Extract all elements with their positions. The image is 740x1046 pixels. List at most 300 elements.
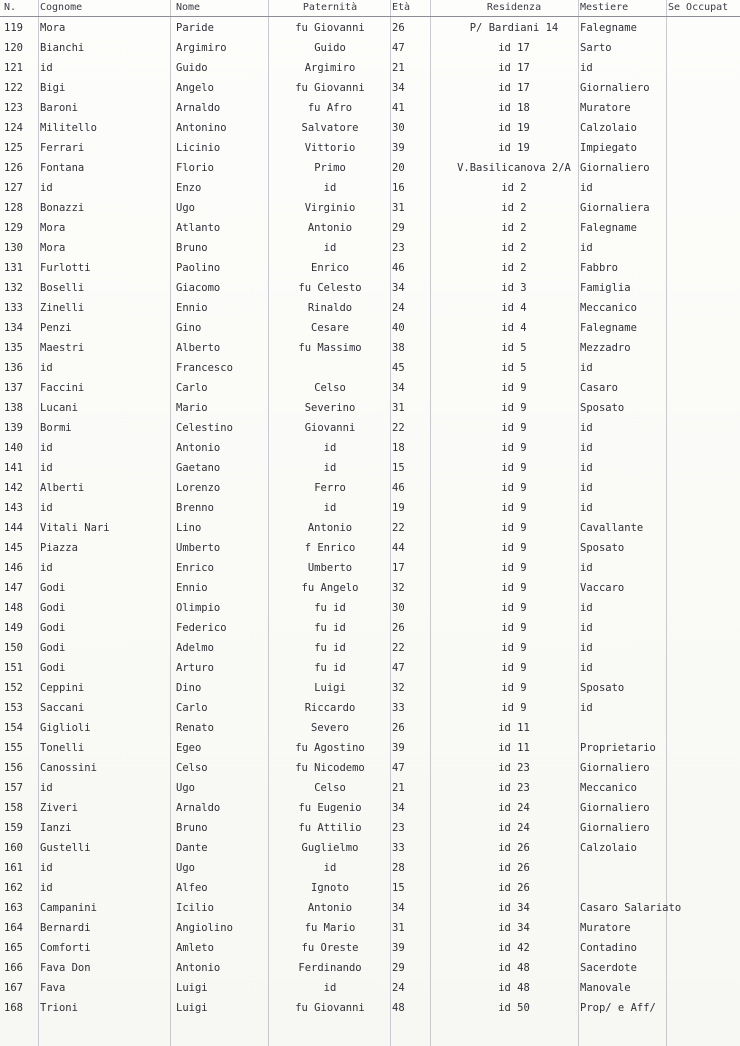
entry-occupation: Mezzadro <box>580 342 631 354</box>
table-row <box>0 238 740 258</box>
table-row <box>0 878 740 898</box>
entry-occupation: Calzolaio <box>580 842 637 854</box>
entry-number: 160 <box>4 842 23 854</box>
table-row <box>0 478 740 498</box>
entry-paternity: fu Eugenio <box>298 802 362 814</box>
entry-first-name: Federico <box>176 622 227 634</box>
entry-residence: id 5 <box>501 342 527 354</box>
entry-number: 138 <box>4 402 23 414</box>
entry-age: 21 <box>392 62 405 74</box>
table-row <box>0 38 740 58</box>
entry-occupation: id <box>580 482 593 494</box>
entry-surname: Maestri <box>40 342 85 354</box>
entry-number: 167 <box>4 982 23 994</box>
entry-surname: id <box>40 782 53 794</box>
entry-age: 47 <box>392 662 405 674</box>
entry-occupation: Falegname <box>580 22 637 34</box>
entry-surname: Militello <box>40 122 97 134</box>
entry-number: 148 <box>4 602 23 614</box>
entry-paternity: fu Giovanni <box>295 1002 365 1014</box>
entry-occupation: id <box>580 702 593 714</box>
entry-occupation: Proprietario <box>580 742 656 754</box>
entry-residence: id 23 <box>498 762 530 774</box>
entry-age: 34 <box>392 902 405 914</box>
entry-occupation: Muratore <box>580 102 631 114</box>
entry-number: 150 <box>4 642 23 654</box>
entry-residence: id 26 <box>498 862 530 874</box>
entry-surname: Furlotti <box>40 262 91 274</box>
table-row <box>0 658 740 678</box>
header-n: N. <box>4 2 17 13</box>
entry-paternity: Argimiro <box>304 62 356 74</box>
entry-paternity: Enrico <box>311 262 349 274</box>
entry-residence: id 9 <box>501 662 527 674</box>
entry-age: 22 <box>392 642 405 654</box>
entry-number: 165 <box>4 942 23 954</box>
table-row <box>0 98 740 118</box>
entry-first-name: Ennio <box>176 582 208 594</box>
entry-residence: id 2 <box>501 222 527 234</box>
entry-first-name: Atlanto <box>176 222 221 234</box>
entry-surname: Piazza <box>40 542 78 554</box>
entry-surname: Bianchi <box>40 42 85 54</box>
entry-surname: Zinelli <box>40 302 85 314</box>
entry-occupation: id <box>580 242 593 254</box>
entry-paternity: Ferdinando <box>298 962 362 974</box>
entry-first-name: Arnaldo <box>176 802 221 814</box>
entry-first-name: Bruno <box>176 822 208 834</box>
entry-paternity: Ignoto <box>311 882 349 894</box>
entry-surname: Giglioli <box>40 722 91 734</box>
entry-number: 126 <box>4 162 23 174</box>
entry-occupation: Falegname <box>580 222 637 234</box>
table-row <box>0 938 740 958</box>
table-row <box>0 598 740 618</box>
entry-paternity: Luigi <box>314 682 346 694</box>
entry-paternity: Giovanni <box>304 422 356 434</box>
table-row <box>0 998 740 1018</box>
entry-first-name: Angelo <box>176 82 214 94</box>
entry-first-name: Luigi <box>176 1002 208 1014</box>
entry-paternity: Guglielmo <box>301 842 359 854</box>
entry-age: 34 <box>392 282 405 294</box>
entry-residence: id 23 <box>498 782 530 794</box>
entry-paternity: fu Mario <box>304 922 356 934</box>
entry-first-name: Carlo <box>176 702 208 714</box>
entry-residence: id 19 <box>498 142 530 154</box>
entry-number: 166 <box>4 962 23 974</box>
table-header <box>0 0 740 16</box>
entry-age: 33 <box>392 842 405 854</box>
table-row <box>0 798 740 818</box>
entry-age: 46 <box>392 482 405 494</box>
entry-occupation: Sposato <box>580 542 625 554</box>
entry-age: 31 <box>392 402 405 414</box>
entry-residence: id 26 <box>498 842 530 854</box>
entry-occupation: id <box>580 362 593 374</box>
entry-number: 123 <box>4 102 23 114</box>
entry-number: 119 <box>4 22 23 34</box>
table-row <box>0 678 740 698</box>
entry-paternity: Primo <box>314 162 346 174</box>
entry-residence: id 50 <box>498 1002 530 1014</box>
table-row <box>0 418 740 438</box>
header-occupazione: Se Occupat <box>668 2 729 13</box>
entry-residence: id 26 <box>498 882 530 894</box>
entry-first-name: Paride <box>176 22 214 34</box>
table-row <box>0 738 740 758</box>
entry-residence: id 9 <box>501 462 527 474</box>
entry-occupation: Calzolaio <box>580 122 637 134</box>
entry-first-name: Olimpio <box>176 602 221 614</box>
entry-first-name: Ugo <box>176 202 195 214</box>
entry-occupation: Giornaliera <box>580 202 650 214</box>
entry-occupation: id <box>580 502 593 514</box>
header-mestiere: Mestiere <box>580 2 629 13</box>
entry-occupation: Giornaliero <box>580 802 650 814</box>
entry-surname: Fava <box>40 982 66 994</box>
entry-age: 41 <box>392 102 405 114</box>
entry-surname: Ianzi <box>40 822 72 834</box>
entry-age: 47 <box>392 762 405 774</box>
table-row <box>0 338 740 358</box>
entry-first-name: Arnaldo <box>176 102 221 114</box>
entry-first-name: Giacomo <box>176 282 221 294</box>
entry-paternity: fu id <box>314 662 346 674</box>
entry-first-name: Paolino <box>176 262 221 274</box>
entry-number: 125 <box>4 142 23 154</box>
entry-surname: Mora <box>40 242 66 254</box>
entry-first-name: Celso <box>176 762 208 774</box>
entry-paternity: Riccardo <box>304 702 356 714</box>
entry-surname: id <box>40 62 53 74</box>
entry-paternity: fu Afro <box>307 102 353 114</box>
entry-number: 142 <box>4 482 23 494</box>
entry-residence: id 9 <box>501 522 527 534</box>
entry-residence: id 18 <box>498 102 530 114</box>
table-row <box>0 258 740 278</box>
entry-surname: Ceppini <box>40 682 85 694</box>
entry-age: 32 <box>392 582 405 594</box>
entry-surname: Trioni <box>40 1002 78 1014</box>
entry-first-name: Carlo <box>176 382 208 394</box>
table-row <box>0 578 740 598</box>
entry-paternity: Umberto <box>307 562 353 574</box>
entry-surname: Bernardi <box>40 922 91 934</box>
entry-age: 34 <box>392 82 405 94</box>
table-row <box>0 518 740 538</box>
entry-surname: Saccani <box>40 702 85 714</box>
entry-occupation: Falegname <box>580 322 637 334</box>
entry-surname: Godi <box>40 582 66 594</box>
entry-residence: id 34 <box>498 902 530 914</box>
entry-number: 129 <box>4 222 23 234</box>
table-row <box>0 18 740 38</box>
entry-age: 26 <box>392 722 405 734</box>
entry-paternity: f Enrico <box>304 542 356 554</box>
entry-first-name: Egeo <box>176 742 202 754</box>
entry-first-name: Lorenzo <box>176 482 221 494</box>
entry-number: 121 <box>4 62 23 74</box>
entry-residence: id 9 <box>501 582 527 594</box>
entry-occupation: id <box>580 562 593 574</box>
entry-occupation: Casaro Salariato <box>580 902 682 914</box>
entry-occupation: Muratore <box>580 922 631 934</box>
entry-occupation: id <box>580 662 593 674</box>
entry-residence: id 11 <box>498 742 530 754</box>
table-row <box>0 498 740 518</box>
entry-paternity: Cesare <box>311 322 349 334</box>
entry-occupation: Giornaliero <box>580 162 650 174</box>
entry-first-name: Luigi <box>176 982 208 994</box>
entry-age: 23 <box>392 242 405 254</box>
entry-residence: id 19 <box>498 122 530 134</box>
entry-paternity: id <box>323 242 337 254</box>
table-row <box>0 178 740 198</box>
entry-surname: id <box>40 562 53 574</box>
entry-age: 15 <box>392 462 405 474</box>
entry-paternity: fu Celesto <box>298 282 362 294</box>
entry-paternity: Virginio <box>304 202 356 214</box>
entry-number: 139 <box>4 422 23 434</box>
entry-number: 131 <box>4 262 23 274</box>
entry-paternity: fu Nicodemo <box>295 762 365 774</box>
entry-occupation: Sacerdote <box>580 962 637 974</box>
entry-age: 22 <box>392 422 405 434</box>
entry-surname: Godi <box>40 622 66 634</box>
entry-residence: id 9 <box>501 682 527 694</box>
entry-number: 163 <box>4 902 23 914</box>
entry-age: 38 <box>392 342 405 354</box>
entry-number: 141 <box>4 462 23 474</box>
entry-residence: id 4 <box>501 302 527 314</box>
entry-paternity: fu Giovanni <box>295 22 365 34</box>
entry-occupation: id <box>580 422 593 434</box>
entry-surname: Canossini <box>40 762 97 774</box>
entry-residence: id 24 <box>498 802 530 814</box>
entry-paternity: Celso <box>314 382 346 394</box>
entry-first-name: Angiolino <box>176 922 233 934</box>
entry-age: 31 <box>392 922 405 934</box>
entry-number: 128 <box>4 202 23 214</box>
entry-residence: id 4 <box>501 322 527 334</box>
table-row <box>0 398 740 418</box>
table-row <box>0 818 740 838</box>
entry-surname: Alberti <box>40 482 85 494</box>
entry-first-name: Brenno <box>176 502 214 514</box>
entry-surname: id <box>40 882 53 894</box>
table-row <box>0 838 740 858</box>
entry-surname: Boselli <box>40 282 85 294</box>
entry-surname: Bonazzi <box>40 202 85 214</box>
entry-residence: id 9 <box>501 622 527 634</box>
entry-residence: id 9 <box>501 382 527 394</box>
entry-surname: Vitali Nari <box>40 522 110 534</box>
entry-occupation: Casaro <box>580 382 618 394</box>
header-paternita: Paternità <box>302 2 358 13</box>
entry-number: 162 <box>4 882 23 894</box>
entry-residence: id 17 <box>498 82 530 94</box>
entry-surname: Ferrari <box>40 142 85 154</box>
entry-age: 19 <box>392 502 405 514</box>
entry-paternity: id <box>323 442 337 454</box>
entry-age: 39 <box>392 142 405 154</box>
entry-number: 135 <box>4 342 23 354</box>
entry-residence: id 2 <box>501 182 527 194</box>
entry-residence: id 3 <box>501 282 527 294</box>
entry-residence: id 9 <box>501 702 527 714</box>
entry-surname: id <box>40 362 53 374</box>
entry-number: 161 <box>4 862 23 874</box>
table-row <box>0 278 740 298</box>
entry-number: 133 <box>4 302 23 314</box>
entry-age: 34 <box>392 382 405 394</box>
table-row <box>0 698 740 718</box>
entry-first-name: Ugo <box>176 862 195 874</box>
entry-occupation: Impiegato <box>580 142 637 154</box>
entry-occupation: Sarto <box>580 42 612 54</box>
entry-residence: id 17 <box>498 62 530 74</box>
entry-surname: Penzi <box>40 322 72 334</box>
table-row <box>0 298 740 318</box>
entry-paternity: Salvatore <box>301 122 359 134</box>
entry-surname: Godi <box>40 662 66 674</box>
entry-number: 156 <box>4 762 23 774</box>
entry-surname: id <box>40 862 53 874</box>
entry-first-name: Adelmo <box>176 642 214 654</box>
entry-age: 46 <box>392 262 405 274</box>
entry-surname: Tonelli <box>40 742 85 754</box>
entry-residence: id 34 <box>498 922 530 934</box>
entry-residence: id 9 <box>501 542 527 554</box>
entry-surname: id <box>40 462 53 474</box>
entry-number: 137 <box>4 382 23 394</box>
entry-surname: Faccini <box>40 382 85 394</box>
header-residenza: Residenza <box>486 2 542 13</box>
table-row <box>0 538 740 558</box>
entry-surname: Godi <box>40 602 66 614</box>
table-row <box>0 778 740 798</box>
entry-residence: id 9 <box>501 422 527 434</box>
entry-first-name: Arturo <box>176 662 214 674</box>
entry-number: 154 <box>4 722 23 734</box>
entry-occupation: id <box>580 602 593 614</box>
table-row <box>0 138 740 158</box>
entry-age: 18 <box>392 442 405 454</box>
entry-surname: Fava Don <box>40 962 91 974</box>
entry-occupation: Prop/ e Aff/ <box>580 1002 656 1014</box>
entry-paternity: fu Attilio <box>298 822 362 834</box>
entry-paternity: Ferro <box>314 482 346 494</box>
header-rule <box>0 16 740 17</box>
entry-age: 47 <box>392 42 405 54</box>
entry-surname: Lucani <box>40 402 78 414</box>
entry-occupation: Fabbro <box>580 262 618 274</box>
entry-number: 153 <box>4 702 23 714</box>
entry-first-name: Enrico <box>176 562 214 574</box>
entry-paternity: fu Giovanni <box>295 82 365 94</box>
entry-residence: id 2 <box>501 242 527 254</box>
table-row <box>0 918 740 938</box>
entry-first-name: Lino <box>176 522 202 534</box>
entry-residence: id 9 <box>501 502 527 514</box>
entry-number: 145 <box>4 542 23 554</box>
entry-paternity: fu Agostino <box>295 742 365 754</box>
entry-number: 143 <box>4 502 23 514</box>
entry-paternity: Antonio <box>307 222 353 234</box>
entry-first-name: Antonio <box>176 962 221 974</box>
entry-age: 24 <box>392 982 405 994</box>
entry-first-name: Licinio <box>176 142 221 154</box>
entry-residence: id 11 <box>498 722 530 734</box>
entry-number: 147 <box>4 582 23 594</box>
entry-surname: Mora <box>40 222 66 234</box>
entry-occupation: Vaccaro <box>580 582 625 594</box>
table-row <box>0 638 740 658</box>
entry-paternity: Antonio <box>307 902 353 914</box>
entry-paternity: Celso <box>314 782 346 794</box>
entry-surname: Godi <box>40 642 66 654</box>
table-row <box>0 78 740 98</box>
entry-occupation: id <box>580 442 593 454</box>
entry-paternity: fu id <box>314 602 346 614</box>
entry-first-name: Gino <box>176 322 202 334</box>
entry-number: 132 <box>4 282 23 294</box>
entry-first-name: Amleto <box>176 942 214 954</box>
entry-first-name: Florio <box>176 162 214 174</box>
entry-occupation: Sposato <box>580 682 625 694</box>
entry-first-name: Icilio <box>176 902 214 914</box>
entry-number: 122 <box>4 82 23 94</box>
table-row <box>0 438 740 458</box>
entry-first-name: Gaetano <box>176 462 221 474</box>
entry-occupation: Giornaliero <box>580 822 650 834</box>
entry-occupation: id <box>580 462 593 474</box>
entry-residence: id 9 <box>501 642 527 654</box>
entry-paternity: Rinaldo <box>307 302 353 314</box>
entry-first-name: Francesco <box>176 362 233 374</box>
entry-number: 168 <box>4 1002 23 1014</box>
entry-age: 48 <box>392 1002 405 1014</box>
entry-number: 130 <box>4 242 23 254</box>
entry-paternity: Guido <box>314 42 346 54</box>
entry-occupation: Giornaliero <box>580 762 650 774</box>
entry-number: 140 <box>4 442 23 454</box>
entry-age: 20 <box>392 162 405 174</box>
entry-number: 159 <box>4 822 23 834</box>
entry-number: 124 <box>4 122 23 134</box>
entry-residence: id 17 <box>498 42 530 54</box>
entry-occupation: id <box>580 622 593 634</box>
entry-occupation: id <box>580 182 593 194</box>
entry-number: 152 <box>4 682 23 694</box>
entry-first-name: Mario <box>176 402 208 414</box>
entry-paternity: Antonio <box>307 522 353 534</box>
entry-paternity: fu Massimo <box>298 342 362 354</box>
entry-residence: id 48 <box>498 962 530 974</box>
header-eta: Età <box>392 2 411 13</box>
entry-age: 32 <box>392 682 405 694</box>
entry-occupation: Manovale <box>580 982 631 994</box>
table-row <box>0 978 740 998</box>
entry-paternity: fu Angelo <box>301 582 359 594</box>
entry-occupation: Contadino <box>580 942 637 954</box>
table-row <box>0 318 740 338</box>
entry-occupation: Cavallante <box>580 522 644 534</box>
entry-occupation: Meccanico <box>580 782 637 794</box>
entry-surname: Gustelli <box>40 842 91 854</box>
entry-residence: id 9 <box>501 602 527 614</box>
